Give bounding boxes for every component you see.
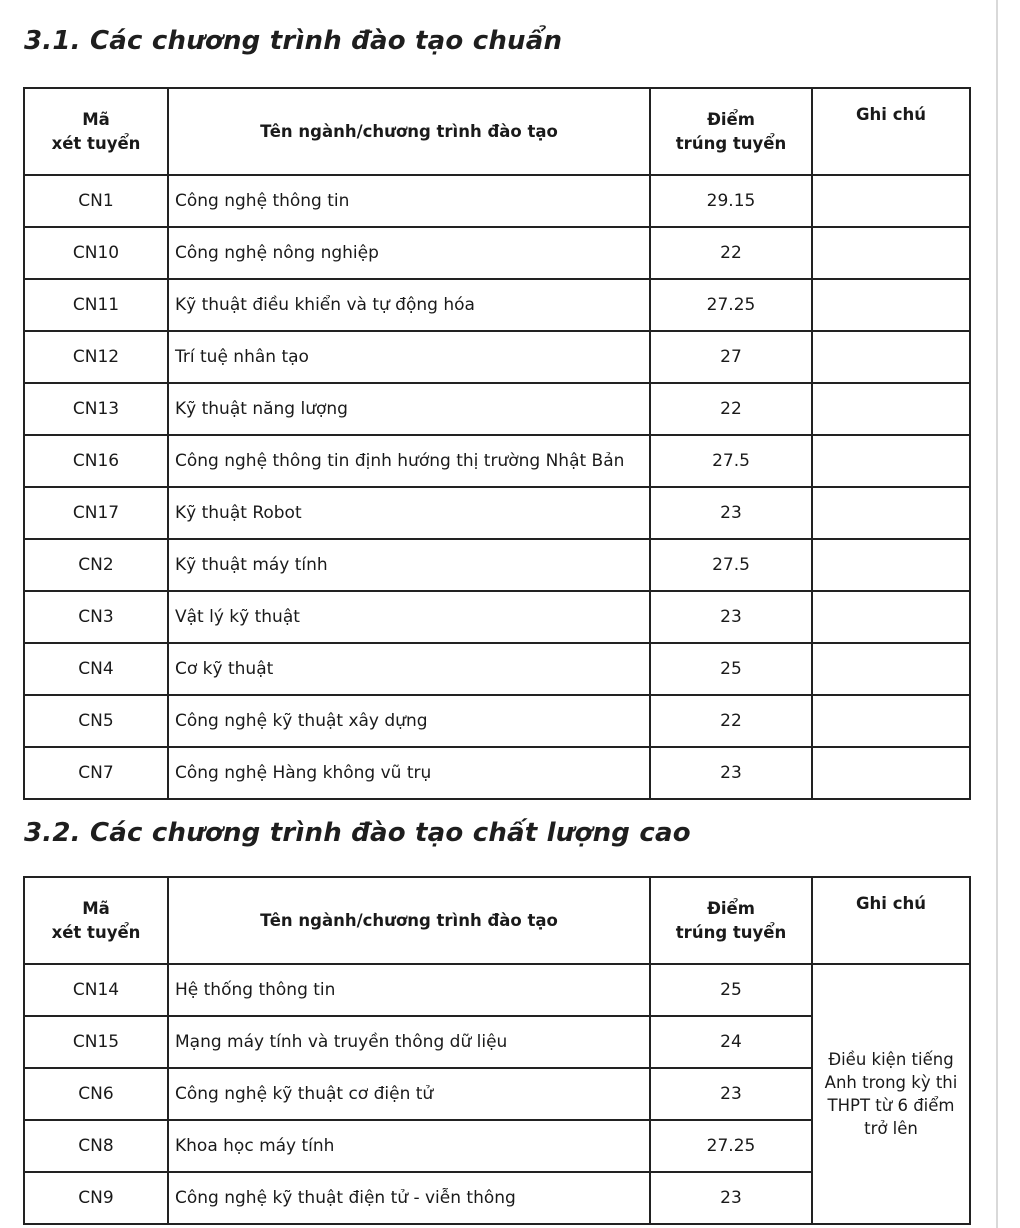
cell-code: CN16 bbox=[24, 435, 168, 487]
cell-program-name: Kỹ thuật máy tính bbox=[168, 539, 650, 591]
cell-note bbox=[812, 227, 970, 279]
cell-score: 23 bbox=[650, 747, 812, 799]
cell-program-name: Kỹ thuật năng lượng bbox=[168, 383, 650, 435]
cell-note bbox=[812, 591, 970, 643]
cell-score: 25 bbox=[650, 964, 812, 1016]
cell-program-name: Mạng máy tính và truyền thông dữ liệu bbox=[168, 1016, 650, 1068]
cell-code: CN10 bbox=[24, 227, 168, 279]
cell-code: CN7 bbox=[24, 747, 168, 799]
cell-score: 23 bbox=[650, 1172, 812, 1224]
table-row bbox=[24, 175, 970, 227]
cell-program-name: Công nghệ thông tin định hướng thị trường Nhật Bản bbox=[168, 435, 650, 487]
cell-score: 22 bbox=[650, 227, 812, 279]
header-program-name: Tên ngành/chương trình đào tạo bbox=[168, 88, 650, 175]
header-note: Ghi chú bbox=[812, 88, 970, 175]
cell-score: 23 bbox=[650, 591, 812, 643]
table-row bbox=[24, 331, 970, 383]
section-title-high-quality-programs: 3.2. Các chương trình đào tạo chất lượng cao bbox=[24, 818, 691, 848]
cell-note bbox=[812, 383, 970, 435]
table-row bbox=[24, 539, 970, 591]
header-code: Mã xét tuyển bbox=[24, 877, 168, 964]
cell-code: CN6 bbox=[24, 1068, 168, 1120]
standard-programs-table bbox=[23, 87, 971, 800]
cell-program-name: Khoa học máy tính bbox=[168, 1120, 650, 1172]
cell-score: 24 bbox=[650, 1016, 812, 1068]
cell-score: 27.25 bbox=[650, 1120, 812, 1172]
cell-score: 27.5 bbox=[650, 539, 812, 591]
cell-program-name: Cơ kỹ thuật bbox=[168, 643, 650, 695]
table-header-row bbox=[24, 877, 970, 964]
cell-program-name: Công nghệ Hàng không vũ trụ bbox=[168, 747, 650, 799]
table-row bbox=[24, 279, 970, 331]
cell-program-name: Hệ thống thông tin bbox=[168, 964, 650, 1016]
cell-score: 22 bbox=[650, 695, 812, 747]
header-code: Mã xét tuyển bbox=[24, 88, 168, 175]
cell-code: CN4 bbox=[24, 643, 168, 695]
cell-code: CN14 bbox=[24, 964, 168, 1016]
header-note: Ghi chú bbox=[812, 877, 970, 964]
table-row bbox=[24, 383, 970, 435]
cell-note bbox=[812, 331, 970, 383]
cell-note bbox=[812, 279, 970, 331]
cell-program-name: Vật lý kỹ thuật bbox=[168, 591, 650, 643]
cell-note bbox=[812, 487, 970, 539]
table-row bbox=[24, 695, 970, 747]
cell-note bbox=[812, 175, 970, 227]
cell-code: CN12 bbox=[24, 331, 168, 383]
merged-note-english-requirement: Điều kiện tiếng Anh trong kỳ thi THPT từ 6 điểm trở lên bbox=[812, 964, 970, 1224]
cell-score: 27.5 bbox=[650, 435, 812, 487]
cell-code: CN17 bbox=[24, 487, 168, 539]
cell-code: CN1 bbox=[24, 175, 168, 227]
cell-score: 23 bbox=[650, 1068, 812, 1120]
cell-score: 27.25 bbox=[650, 279, 812, 331]
cell-note bbox=[812, 539, 970, 591]
header-score: Điểm trúng tuyển bbox=[650, 877, 812, 964]
header-program-name: Tên ngành/chương trình đào tạo bbox=[168, 877, 650, 964]
cell-note bbox=[812, 695, 970, 747]
cell-score: 25 bbox=[650, 643, 812, 695]
cell-code: CN9 bbox=[24, 1172, 168, 1224]
cell-score: 27 bbox=[650, 331, 812, 383]
cell-note bbox=[812, 435, 970, 487]
cell-note bbox=[812, 747, 970, 799]
cell-code: CN13 bbox=[24, 383, 168, 435]
cell-score: 22 bbox=[650, 383, 812, 435]
page-edge-rule bbox=[996, 0, 998, 1228]
cell-program-name: Công nghệ kỹ thuật cơ điện tử bbox=[168, 1068, 650, 1120]
table-row bbox=[24, 487, 970, 539]
cell-program-name: Công nghệ kỹ thuật điện tử - viễn thông bbox=[168, 1172, 650, 1224]
table-row bbox=[24, 747, 970, 799]
cell-code: CN15 bbox=[24, 1016, 168, 1068]
cell-code: CN5 bbox=[24, 695, 168, 747]
cell-program-name: Công nghệ nông nghiệp bbox=[168, 227, 650, 279]
cell-score: 23 bbox=[650, 487, 812, 539]
table-row bbox=[24, 643, 970, 695]
cell-code: CN8 bbox=[24, 1120, 168, 1172]
cell-program-name: Kỹ thuật điều khiển và tự động hóa bbox=[168, 279, 650, 331]
cell-code: CN3 bbox=[24, 591, 168, 643]
cell-code: CN2 bbox=[24, 539, 168, 591]
cell-score: 29.15 bbox=[650, 175, 812, 227]
cell-note bbox=[812, 643, 970, 695]
section-title-standard-programs: 3.1. Các chương trình đào tạo chuẩn bbox=[24, 26, 563, 56]
table-row bbox=[24, 591, 970, 643]
cell-program-name: Công nghệ kỹ thuật xây dựng bbox=[168, 695, 650, 747]
cell-code: CN11 bbox=[24, 279, 168, 331]
cell-program-name: Trí tuệ nhân tạo bbox=[168, 331, 650, 383]
table-row bbox=[24, 227, 970, 279]
header-score: Điểm trúng tuyển bbox=[650, 88, 812, 175]
cell-program-name: Công nghệ thông tin bbox=[168, 175, 650, 227]
cell-program-name: Kỹ thuật Robot bbox=[168, 487, 650, 539]
table-row bbox=[24, 964, 970, 1016]
table-row bbox=[24, 435, 970, 487]
table-header-row bbox=[24, 88, 970, 175]
high-quality-programs-table bbox=[23, 876, 971, 1225]
